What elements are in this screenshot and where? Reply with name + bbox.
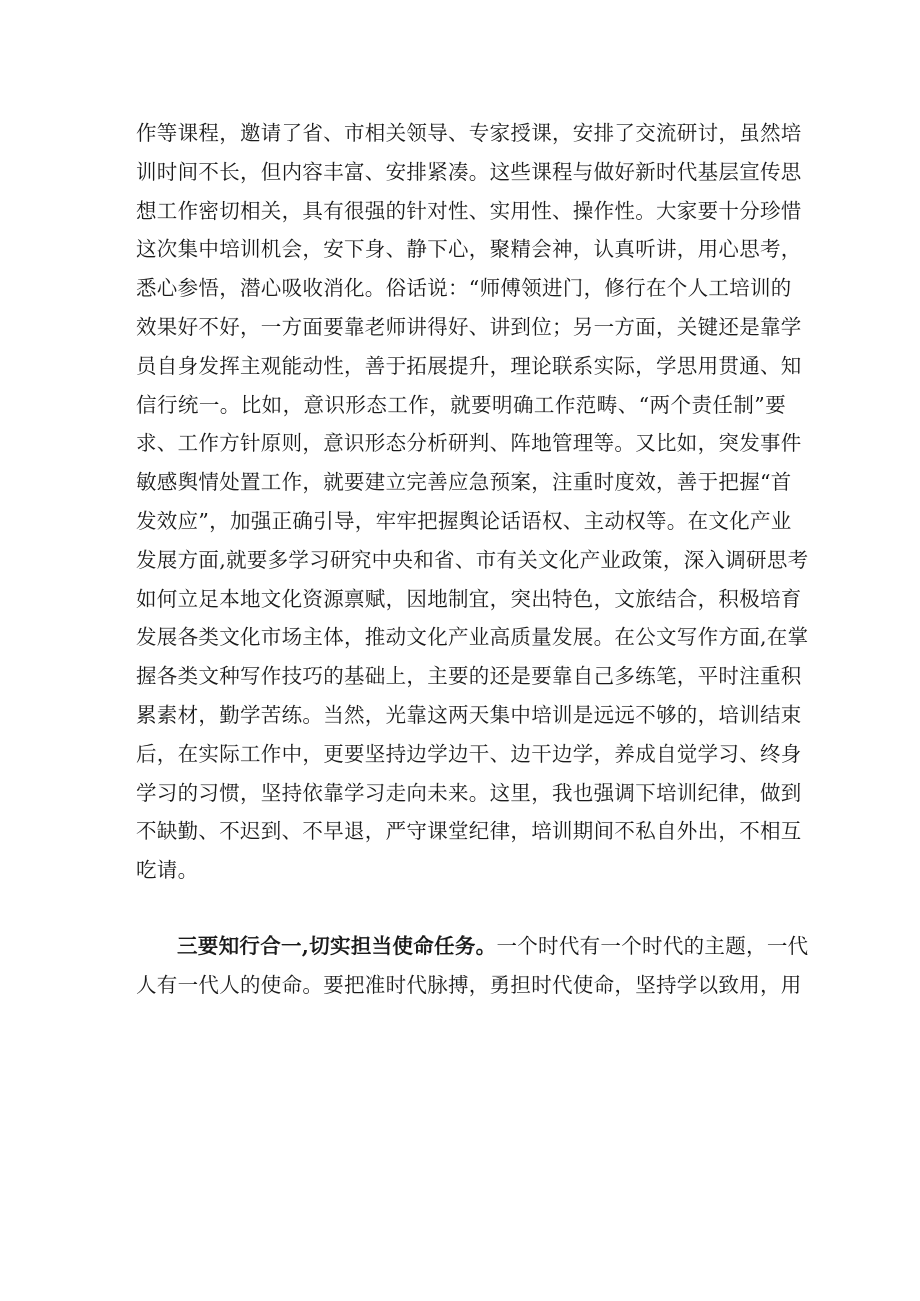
paragraph-1-line: 后，在实际工作中，更要坚持边学边干、边干边学，养成自觉学习、终身 bbox=[136, 741, 802, 766]
paragraph-1-line: 发展各类文化市场主体，推动文化产业高质量发展。在公文写作方面,在掌 bbox=[136, 625, 809, 650]
paragraph-1-line: 这次集中培训机会，安下身、静下心，聚精会神，认真听讲，用心思考， bbox=[136, 237, 802, 262]
paragraph-1-line: 想工作密切相关，具有很强的针对性、实用性、操作性。大家要十分珍惜 bbox=[136, 198, 802, 223]
paragraph-1 bbox=[136, 114, 809, 890]
paragraph-1-line: 信行统一。比如，意识形态工作，就要明确工作范畴、“两个责任制”要 bbox=[136, 392, 786, 417]
paragraph-1-line: 累素材，勤学苦练。当然，光靠这两天集中培训是远远不够的，培训结束 bbox=[136, 702, 802, 727]
paragraph-1-line: 吃请。 bbox=[136, 858, 199, 883]
paragraph-1-line: 悉心参悟，潜心吸收消化。俗话说：“师傅领进门，修行在个人工培训的 bbox=[136, 276, 792, 301]
paragraph-2-line-2: 人有一代人的使命。要把准时代脉搏，勇担时代使命，坚持学以致用，用 bbox=[136, 972, 802, 997]
paragraph-1-line: 敏感舆情处置工作，就要建立完善应急预案，注重时度效，善于把握“首 bbox=[136, 470, 792, 495]
paragraph-1-line: 训时间不长，但内容丰富、安排紧凑。这些课程与做好新时代基层宣传思 bbox=[136, 159, 802, 184]
paragraph-1-line: 如何立足本地文化资源禀赋，因地制宜，突出特色，文旅结合，积极培育 bbox=[136, 586, 802, 611]
paragraph-2 bbox=[136, 927, 809, 1005]
paragraph-1-line: 求、工作方针原则，意识形态分析研判、阵地管理等。又比如，突发事件 bbox=[136, 431, 802, 456]
paragraph-1-line: 员自身发挥主观能动性，善于拓展提升，理论联系实际，学思用贯通、知 bbox=[136, 353, 802, 378]
paragraph-1-line: 握各类文种写作技巧的基础上，主要的还是要靠自己多练笔，平时注重积 bbox=[136, 664, 802, 689]
paragraph-1-line: 发展方面,就要多学习研究中央和省、市有关文化产业政策，深入调研思考 bbox=[136, 547, 809, 572]
paragraph-1-line: 不缺勤、不迟到、不早退，严守课堂纪律，培训期间不私自外出，不相互 bbox=[136, 819, 802, 844]
paragraph-1-line: 作等课程，邀请了省、市相关领导、专家授课，安排了交流研讨，虽然培 bbox=[136, 121, 802, 145]
paragraph-2-line-1-text: 一个时代有一个时代的主题，一代 bbox=[496, 933, 809, 958]
paragraph-1-line: 效果好不好，一方面要靠老师讲得好、讲到位；另一方面，关键还是靠学 bbox=[136, 314, 802, 339]
paragraph-1-line: 发效应”，加强正确引导，牢牢把握舆论话语权、主动权等。在文化产业 bbox=[136, 508, 792, 533]
section-heading: 三要知行合一,切实担当使命任务。 bbox=[177, 933, 497, 958]
paragraph-2-line-1 bbox=[136, 927, 809, 966]
document-body bbox=[136, 114, 809, 1005]
paragraph-1-line: 学习的习惯，坚持依靠学习走向未来。这里，我也强调下培训纪律，做到 bbox=[136, 780, 802, 805]
